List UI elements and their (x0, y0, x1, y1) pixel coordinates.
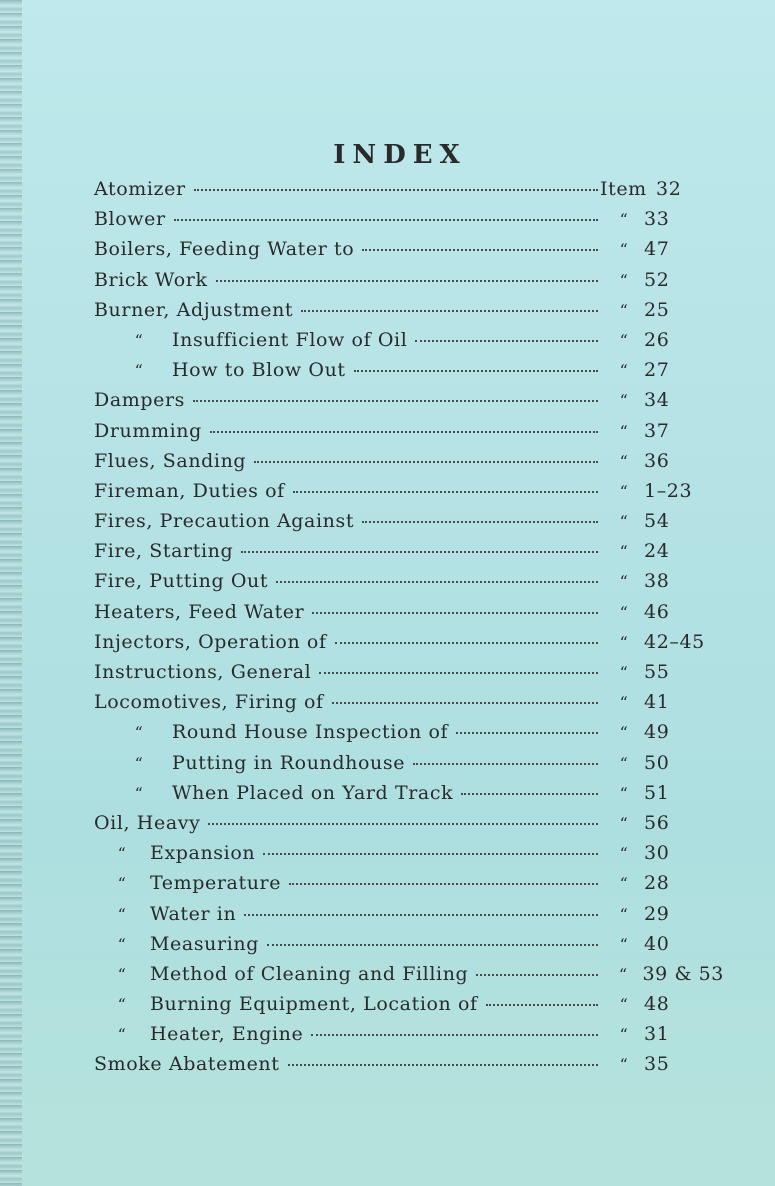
dot-leader (210, 430, 598, 433)
ditto-mark: “ (134, 723, 144, 743)
dot-leader (241, 550, 598, 553)
index-entry-label: Oil, Heavy (94, 811, 201, 834)
ditto-mark: “ (619, 663, 629, 682)
index-entry (94, 993, 724, 1023)
ditto-mark: “ (619, 934, 629, 954)
dot-leader (267, 943, 598, 946)
dot-leader (244, 913, 598, 916)
ditto-mark: “ (619, 1025, 629, 1045)
ditto-mark: “ (619, 391, 629, 411)
index-entry-label: Instructions, General (94, 661, 312, 683)
index-entry-label: Measuring (150, 932, 259, 955)
index-entry-label: Blower (94, 208, 166, 231)
dot-leader (293, 490, 598, 493)
index-entry-page: 42–45 (644, 630, 705, 653)
index-entry (94, 450, 724, 480)
index-entry-page: 28 (644, 872, 670, 895)
page-binding-edge (0, 0, 22, 1186)
dot-leader (288, 1063, 599, 1066)
index-entry-label: Putting in Roundhouse (172, 751, 406, 774)
index-entry-page: 49 (644, 721, 670, 744)
index-entry-page: 29 (644, 902, 670, 925)
dot-leader (362, 520, 598, 523)
index-list (94, 178, 724, 1084)
index-entry-page: 27 (644, 359, 670, 382)
ditto-mark: “ (619, 602, 629, 622)
ditto-mark: “ (619, 300, 629, 320)
index-entry-label: Expansion (150, 842, 256, 865)
ditto-mark: “ (619, 421, 629, 441)
dot-leader (319, 671, 598, 674)
ditto-mark: “ (619, 240, 629, 260)
ditto-mark: “ (619, 693, 629, 713)
index-entry (94, 963, 724, 993)
index-entry-label: How to Blow Out (172, 359, 346, 382)
ditto-mark: “ (619, 512, 629, 532)
index-entry-label: Round House Inspection of (172, 721, 449, 744)
index-entry-page: 39 & 53 (642, 962, 724, 985)
dot-leader (461, 792, 598, 795)
index-entry (94, 752, 724, 782)
index-entry-page: 36 (644, 449, 670, 472)
index-entry-page: 34 (644, 389, 670, 412)
index-entry-label: Insufficient Flow of Oil (172, 328, 408, 351)
index-entry (94, 389, 724, 419)
index-entry-page: 54 (644, 510, 670, 533)
index-entry-label: Injectors, Operation of (94, 630, 327, 653)
index-entry-label: When Placed on Yard Track (172, 781, 454, 804)
index-entry-page: 30 (644, 842, 670, 865)
index-entry-label: Fire, Starting (94, 540, 234, 563)
ditto-mark: “ (619, 481, 629, 501)
ditto-mark: “ (619, 723, 629, 743)
index-entry-label: Burner, Adjustment (94, 298, 294, 321)
index-entry-label: Heaters, Feed Water (94, 600, 305, 623)
ditto-mark: “ (619, 904, 629, 924)
ditto-mark: “ (619, 753, 629, 773)
index-entry-page: 40 (644, 932, 670, 955)
dot-leader (415, 339, 598, 342)
index-entry-page: 26 (644, 328, 670, 351)
ditto-mark: “ (134, 361, 144, 381)
ditto-mark: “ (619, 995, 629, 1015)
dot-leader (263, 852, 598, 855)
index-entry-page: 56 (644, 811, 670, 834)
ditto-mark: “ (619, 874, 629, 894)
index-entry (94, 842, 724, 872)
ditto-mark: “ (619, 572, 629, 592)
ditto-mark: “ (619, 813, 629, 833)
dot-leader (362, 248, 598, 251)
index-entry (94, 299, 724, 329)
index-entry-page: 35 (644, 1053, 670, 1076)
index-entry (94, 601, 724, 631)
index-entry-label: Burning Equipment, Location of (150, 993, 478, 1016)
index-entry-page: 24 (644, 540, 670, 563)
ditto-mark: “ (117, 964, 127, 984)
index-entry (94, 178, 724, 208)
index-entry (94, 359, 724, 389)
index-entry (94, 872, 724, 902)
ditto-mark: “ (619, 210, 629, 230)
index-entry (94, 570, 724, 600)
dot-leader (301, 309, 598, 312)
index-entry (94, 420, 724, 450)
dot-leader (476, 973, 598, 976)
index-entry (94, 812, 724, 842)
ditto-mark: “ (619, 783, 629, 803)
index-entry-label: Brick Work (94, 268, 208, 291)
index-entry-page: 25 (644, 298, 670, 321)
index-entry-label: Drumming (94, 419, 202, 442)
index-entry (94, 269, 724, 299)
dot-leader (456, 731, 598, 734)
index-entry (94, 1053, 724, 1083)
page-title: INDEX (333, 140, 467, 170)
dot-leader (208, 822, 598, 825)
dot-leader (332, 701, 598, 704)
index-entry-label: Fire, Putting Out (94, 570, 269, 593)
index-entry (94, 631, 724, 661)
index-entry (94, 238, 724, 268)
dot-leader (216, 279, 598, 282)
index-entry-page: 38 (644, 570, 670, 593)
ditto-mark: “ (117, 995, 127, 1015)
index-entry-page: 32 (656, 178, 682, 200)
ditto-mark: “ (117, 874, 127, 894)
index-entry (94, 480, 724, 510)
index-entry (94, 208, 724, 238)
index-entry (94, 1023, 724, 1053)
index-entry-page: 46 (644, 600, 670, 623)
index-entry-page: 33 (644, 208, 670, 231)
ditto-mark: “ (134, 783, 144, 803)
index-entry (94, 329, 724, 359)
index-entry-label: Fireman, Duties of (94, 479, 285, 502)
index-entry-page: 41 (644, 691, 670, 714)
dot-leader (194, 188, 598, 191)
index-entry (94, 782, 724, 812)
dot-leader (486, 1003, 598, 1006)
dot-leader (254, 460, 598, 463)
dot-leader (413, 762, 598, 765)
dot-leader (289, 882, 598, 885)
index-entry-page: 47 (644, 238, 670, 261)
ditto-mark: “ (619, 270, 629, 290)
dot-leader (335, 641, 598, 644)
ditto-mark: “ (117, 1025, 127, 1045)
ditto-mark: “ (619, 632, 629, 652)
index-entry (94, 691, 724, 721)
ditto-mark: “ (618, 964, 628, 984)
index-entry-label: Fires, Precaution Against (94, 510, 355, 533)
index-entry-label: Boilers, Feeding Water to (94, 238, 355, 261)
dot-leader (193, 399, 598, 402)
index-entry (94, 721, 724, 751)
dot-leader (354, 369, 598, 372)
index-entry-label: Dampers (94, 389, 186, 412)
ditto-mark: “ (619, 330, 629, 350)
index-entry-label: Temperature (150, 872, 282, 895)
ditto-mark: “ (134, 753, 144, 773)
ditto-mark: “ (619, 451, 629, 471)
item-word: Item (600, 178, 647, 200)
index-entry (94, 903, 724, 933)
ditto-mark: “ (134, 330, 144, 350)
index-entry-page: 1–23 (644, 479, 693, 502)
ditto-mark: “ (619, 361, 629, 381)
index-entry (94, 661, 724, 691)
index-entry-label: Smoke Abatement (94, 1053, 280, 1076)
dot-leader (276, 580, 598, 583)
dot-leader (174, 218, 598, 221)
ditto-mark: “ (619, 542, 629, 562)
index-entry-label: Locomotives, Firing of (94, 691, 324, 714)
ditto-mark: “ (619, 844, 629, 864)
index-entry-label: Method of Cleaning and Filling (150, 962, 469, 985)
ditto-mark: “ (117, 844, 127, 864)
index-entry (94, 933, 724, 963)
index-entry-label: Flues, Sanding (94, 449, 247, 472)
index-entry-page: 51 (644, 781, 670, 804)
index-entry (94, 510, 724, 540)
index-entry-page: 48 (644, 993, 670, 1016)
index-entry-label: Atomizer (94, 178, 186, 200)
ditto-mark: “ (117, 904, 127, 924)
dot-leader (312, 611, 598, 614)
index-entry-page: 52 (644, 268, 670, 291)
index-entry-label: Heater, Engine (150, 1023, 304, 1046)
dot-leader (311, 1033, 598, 1036)
index-entry-label: Water in (150, 902, 237, 925)
index-entry-page: 50 (644, 751, 670, 774)
index-entry-page: 37 (644, 419, 670, 442)
ditto-mark: “ (619, 1055, 629, 1075)
index-entry (94, 540, 724, 570)
index-entry-page: 31 (644, 1023, 670, 1046)
ditto-mark: “ (117, 934, 127, 954)
index-entry-page: 55 (644, 661, 670, 683)
